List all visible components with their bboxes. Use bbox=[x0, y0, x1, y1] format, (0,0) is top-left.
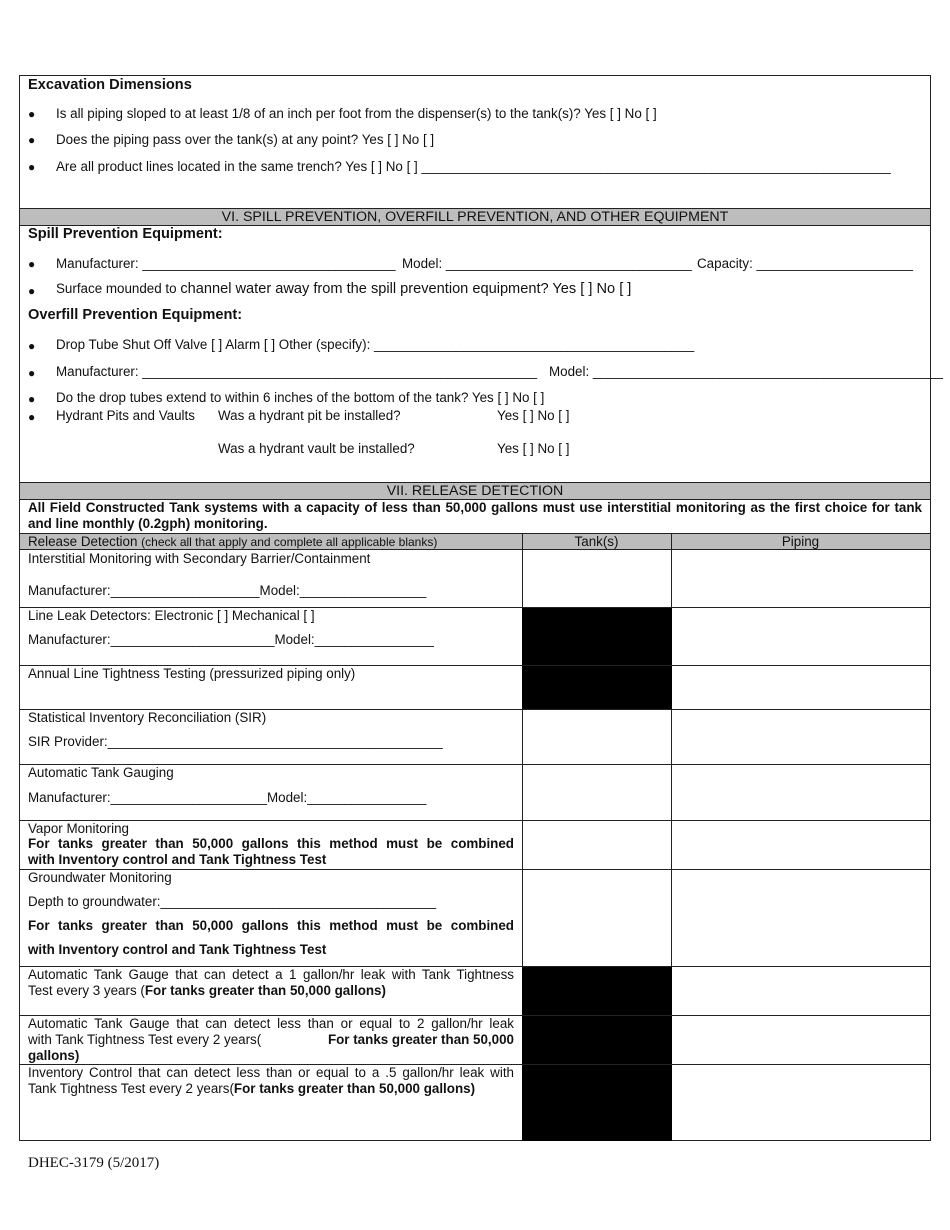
excavation-heading: Excavation Dimensions bbox=[28, 77, 192, 93]
section-vii-title: VII. RELEASE DETECTION bbox=[20, 482, 930, 500]
surface-prefix: Surface mounded to bbox=[56, 281, 181, 296]
lld-fields[interactable]: Manufacturer:______________________Model:________________ bbox=[28, 632, 434, 647]
col-release-label: Release Detection bbox=[28, 534, 138, 549]
bullet-icon: ● bbox=[28, 160, 36, 174]
spill-heading: Spill Prevention Equipment: bbox=[28, 226, 223, 242]
excavation-item-pass-over: Does the piping pass over the tank(s) at any point? Yes [ ] No [ ] bbox=[56, 132, 435, 147]
shaded-cell bbox=[522, 607, 672, 709]
vapor-note-line-2: with Inventory control and Tank Tightness Test bbox=[28, 852, 327, 867]
hydrant-label: Hydrant Pits and Vaults bbox=[56, 408, 195, 423]
inventory-line-2-bold: For tanks greater than 50,000 gallons) bbox=[233, 1081, 476, 1096]
excavation-item-slope: Is all piping sloped to at least 1/8 of an inch per foot from the dispenser(s) to the tank(s)? Yes [ ] No [ ] bbox=[56, 106, 657, 121]
atg-fields[interactable]: Manufacturer:_____________________Model:________________ bbox=[28, 790, 427, 805]
atg1-line-2 bbox=[28, 983, 386, 998]
interstitial-fields[interactable]: Manufacturer:____________________Model:_________________ bbox=[28, 583, 427, 598]
lld-title[interactable]: Line Leak Detectors: Electronic [ ] Mechanical [ ] bbox=[28, 608, 315, 623]
section-vi-title: VI. SPILL PREVENTION, OVERFILL PREVENTION, AND OTHER EQUIPMENT bbox=[20, 208, 930, 226]
spill-model-field[interactable]: Model: _________________________________ bbox=[402, 256, 692, 271]
atg1-line-2-bold: For tanks greater than 50,000 gallons) bbox=[144, 983, 386, 998]
form-number-footer: DHEC-3179 (5/2017) bbox=[28, 1155, 160, 1171]
bullet-icon: ● bbox=[28, 133, 36, 147]
release-detection-notice: All Field Constructed Tank systems with a capacity of less than 50,000 gallons must use interstitial monitoring as the first choice for tank and line monthly (0.2gph) monitoring. bbox=[28, 500, 922, 531]
drop-tube-extend-question[interactable]: Do the drop tubes extend to within 6 inches of the bottom of the tank? Yes [ ] No [ ] bbox=[56, 390, 545, 405]
atg2-line-2-text: with Tank Tightness Test every 2 years( bbox=[28, 1032, 262, 1047]
sir-provider-field[interactable]: SIR Provider:_____________________________________________ bbox=[28, 734, 443, 749]
bullet-icon: ● bbox=[28, 339, 36, 353]
atg-title: Automatic Tank Gauging bbox=[28, 765, 174, 780]
excavation-item-same-trench: Are all product lines located in the same trench? Yes [ ] No [ ] _______________________________________________________________ bbox=[56, 159, 891, 174]
hydrant-pit-question: Was a hydrant pit be installed? bbox=[218, 408, 401, 423]
groundwater-note-line-2: with Inventory control and Tank Tightness Test bbox=[28, 942, 327, 957]
hydrant-vault-answer[interactable]: Yes [ ] No [ ] bbox=[497, 441, 570, 456]
bullet-icon: ● bbox=[28, 107, 36, 121]
overfill-heading: Overfill Prevention Equipment: bbox=[28, 307, 243, 323]
col-release-detection bbox=[20, 534, 522, 550]
atg2-line-2 bbox=[28, 1032, 514, 1047]
surface-rest: channel water away from the spill prevention equipment? Yes [ ] No [ ] bbox=[180, 281, 632, 297]
col-piping: Piping bbox=[671, 534, 930, 550]
col-tanks: Tank(s) bbox=[522, 534, 671, 550]
col-release-note: (check all that apply and complete all applicable blanks) bbox=[141, 535, 438, 549]
bullet-icon: ● bbox=[28, 366, 36, 380]
atg2-line-1: Automatic Tank Gauge that can detect less than or equal to 2 gallon/hr leak bbox=[28, 1016, 514, 1031]
hydrant-vault-question: Was a hydrant vault be installed? bbox=[218, 441, 415, 456]
drop-tube-options[interactable]: Drop Tube Shut Off Valve [ ] Alarm [ ] Other (specify): ___________________________________________ bbox=[56, 337, 695, 352]
altt-title: Annual Line Tightness Testing (pressurized piping only) bbox=[28, 666, 356, 681]
bullet-icon: ● bbox=[28, 257, 36, 271]
divider bbox=[20, 820, 930, 821]
spill-manufacturer-field[interactable]: Manufacturer: __________________________________ bbox=[56, 256, 396, 271]
inventory-line-2-text: Tank Tightness Test every 2 years( bbox=[28, 1081, 234, 1096]
overfill-model-field[interactable]: Model: _______________________________________________ bbox=[549, 364, 943, 379]
atg2-line-3: gallons) bbox=[28, 1048, 80, 1063]
inventory-line-2 bbox=[28, 1081, 475, 1096]
spill-capacity-field[interactable]: Capacity: _____________________ bbox=[697, 256, 913, 271]
bullet-icon: ● bbox=[28, 392, 36, 406]
hydrant-pit-answer[interactable]: Yes [ ] No [ ] bbox=[497, 408, 570, 423]
surface-mounded-question bbox=[56, 281, 631, 297]
groundwater-title: Groundwater Monitoring bbox=[28, 870, 172, 885]
vapor-title: Vapor Monitoring bbox=[28, 821, 129, 836]
groundwater-depth-field[interactable]: Depth to groundwater:_____________________________________ bbox=[28, 894, 437, 909]
vapor-note-line-1: For tanks greater than 50,000 gallons this method must be combined bbox=[28, 836, 514, 851]
sir-title: Statistical Inventory Reconciliation (SIR) bbox=[28, 710, 267, 725]
overfill-manufacturer-field[interactable]: Manufacturer: _____________________________________________________ bbox=[56, 364, 538, 379]
atg1-line-2-text: Test every 3 years ( bbox=[28, 983, 145, 998]
shaded-cell bbox=[522, 966, 672, 1141]
groundwater-note-line-1: For tanks greater than 50,000 gallons this method must be combined bbox=[28, 918, 514, 933]
inventory-line-1: Inventory Control that can detect less than or equal to a .5 gallon/hr leak with bbox=[28, 1065, 514, 1080]
interstitial-title: Interstitial Monitoring with Secondary Barrier/Containment bbox=[28, 551, 371, 566]
bullet-icon: ● bbox=[28, 284, 36, 298]
form-frame bbox=[19, 75, 943, 1141]
atg2-line-2-bold: For tanks greater than 50,000 bbox=[327, 1032, 514, 1047]
atg1-line-1: Automatic Tank Gauge that can detect a 1 gallon/hr leak with Tank Tightness bbox=[28, 967, 514, 982]
bullet-icon: ● bbox=[28, 410, 36, 424]
